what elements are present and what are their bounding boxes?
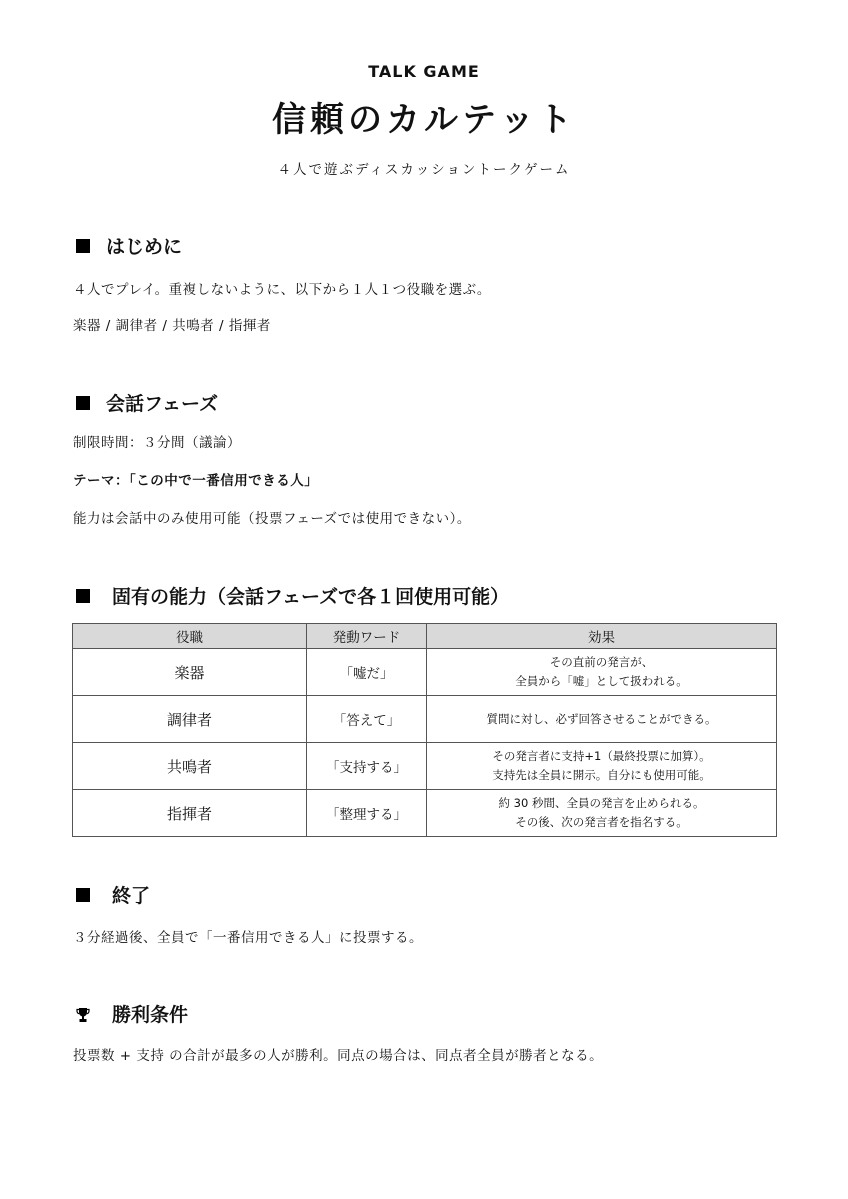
effect-line: その後、次の発言者を指名する。 bbox=[515, 815, 688, 829]
end-text: ３分経過後、全員で「一番信用できる人」に投票する。 bbox=[73, 930, 423, 946]
section-heading-intro bbox=[76, 232, 182, 259]
column-header: 効果 bbox=[427, 624, 777, 649]
effect-line: 全員から「嘘」として扱われる。 bbox=[515, 674, 688, 688]
role-cell: 楽器 bbox=[73, 649, 307, 696]
time-limit-text: 制限時間：３分間（議論） bbox=[73, 435, 241, 451]
heading-text: 固有の能力（会話フェーズで各１回使用可能） bbox=[112, 586, 510, 608]
ability-note: 能力は会話中のみ使用可能（投票フェーズでは使用できない）。 bbox=[73, 511, 471, 527]
effect-line: その直前の発言が、 bbox=[549, 655, 654, 669]
role-cell: 共鳴者 bbox=[73, 743, 307, 790]
heading-text: 会話フェーズ bbox=[106, 393, 219, 415]
table-row bbox=[73, 696, 777, 743]
heading-text: 勝利条件 bbox=[112, 1004, 189, 1026]
section-heading-abilities bbox=[76, 582, 509, 609]
effect-cell bbox=[427, 649, 777, 696]
square-bullet-icon bbox=[76, 239, 90, 253]
heading-text: はじめに bbox=[106, 236, 183, 258]
column-header: 発動ワード bbox=[307, 624, 427, 649]
section-heading-victory bbox=[76, 1000, 188, 1027]
square-bullet-icon bbox=[76, 589, 90, 603]
role-cell: 調律者 bbox=[73, 696, 307, 743]
table-row bbox=[73, 649, 777, 696]
effect-cell bbox=[427, 790, 777, 837]
section-heading-talk-phase bbox=[76, 389, 218, 416]
victory-text: 投票数 + 支持 の合計が最多の人が勝利。同点の場合は、同点者全員が勝者となる。 bbox=[73, 1048, 604, 1064]
table-row bbox=[73, 790, 777, 837]
effect-line: その発言者に支持+1（最終投票に加算）。 bbox=[492, 749, 711, 763]
trigger-word-cell: 「嘘だ」 bbox=[307, 649, 427, 696]
table-header-row bbox=[73, 624, 777, 649]
section-heading-end bbox=[76, 881, 150, 908]
square-bullet-icon bbox=[76, 396, 90, 410]
effect-line: 約 30 秒間、全員の発言を止められる。 bbox=[498, 796, 705, 810]
effect-line: 支持先は全員に開示。自分にも使用可能。 bbox=[492, 768, 711, 782]
theme-text: テーマ：「この中で一番信用できる人」 bbox=[73, 473, 319, 489]
intro-text: ４人でプレイ。重複しないように、以下から１人１つ役職を選ぶ。 bbox=[73, 282, 491, 298]
table-row bbox=[73, 743, 777, 790]
square-bullet-icon bbox=[76, 888, 90, 902]
page-title: 信頼のカルテット bbox=[272, 100, 576, 140]
abilities-table bbox=[72, 623, 777, 837]
trigger-word-cell: 「支持する」 bbox=[307, 743, 427, 790]
role-list: 楽器 / 調律者 / 共鳴者 / 指揮者 bbox=[73, 318, 271, 334]
subtitle: ４人で遊ぶディスカッショントークゲーム bbox=[277, 162, 571, 178]
role-cell: 指揮者 bbox=[73, 790, 307, 837]
effect-cell bbox=[427, 696, 777, 743]
effect-line: 質問に対し、必ず回答させることができる。 bbox=[486, 711, 717, 726]
heading-text: 終了 bbox=[112, 885, 151, 907]
kicker: TALK GAME bbox=[368, 62, 480, 81]
trigger-word-cell: 「答えて」 bbox=[307, 696, 427, 743]
trigger-word-cell: 「整理する」 bbox=[307, 790, 427, 837]
trophy-icon bbox=[76, 1006, 90, 1022]
column-header: 役職 bbox=[73, 624, 307, 649]
effect-cell bbox=[427, 743, 777, 790]
